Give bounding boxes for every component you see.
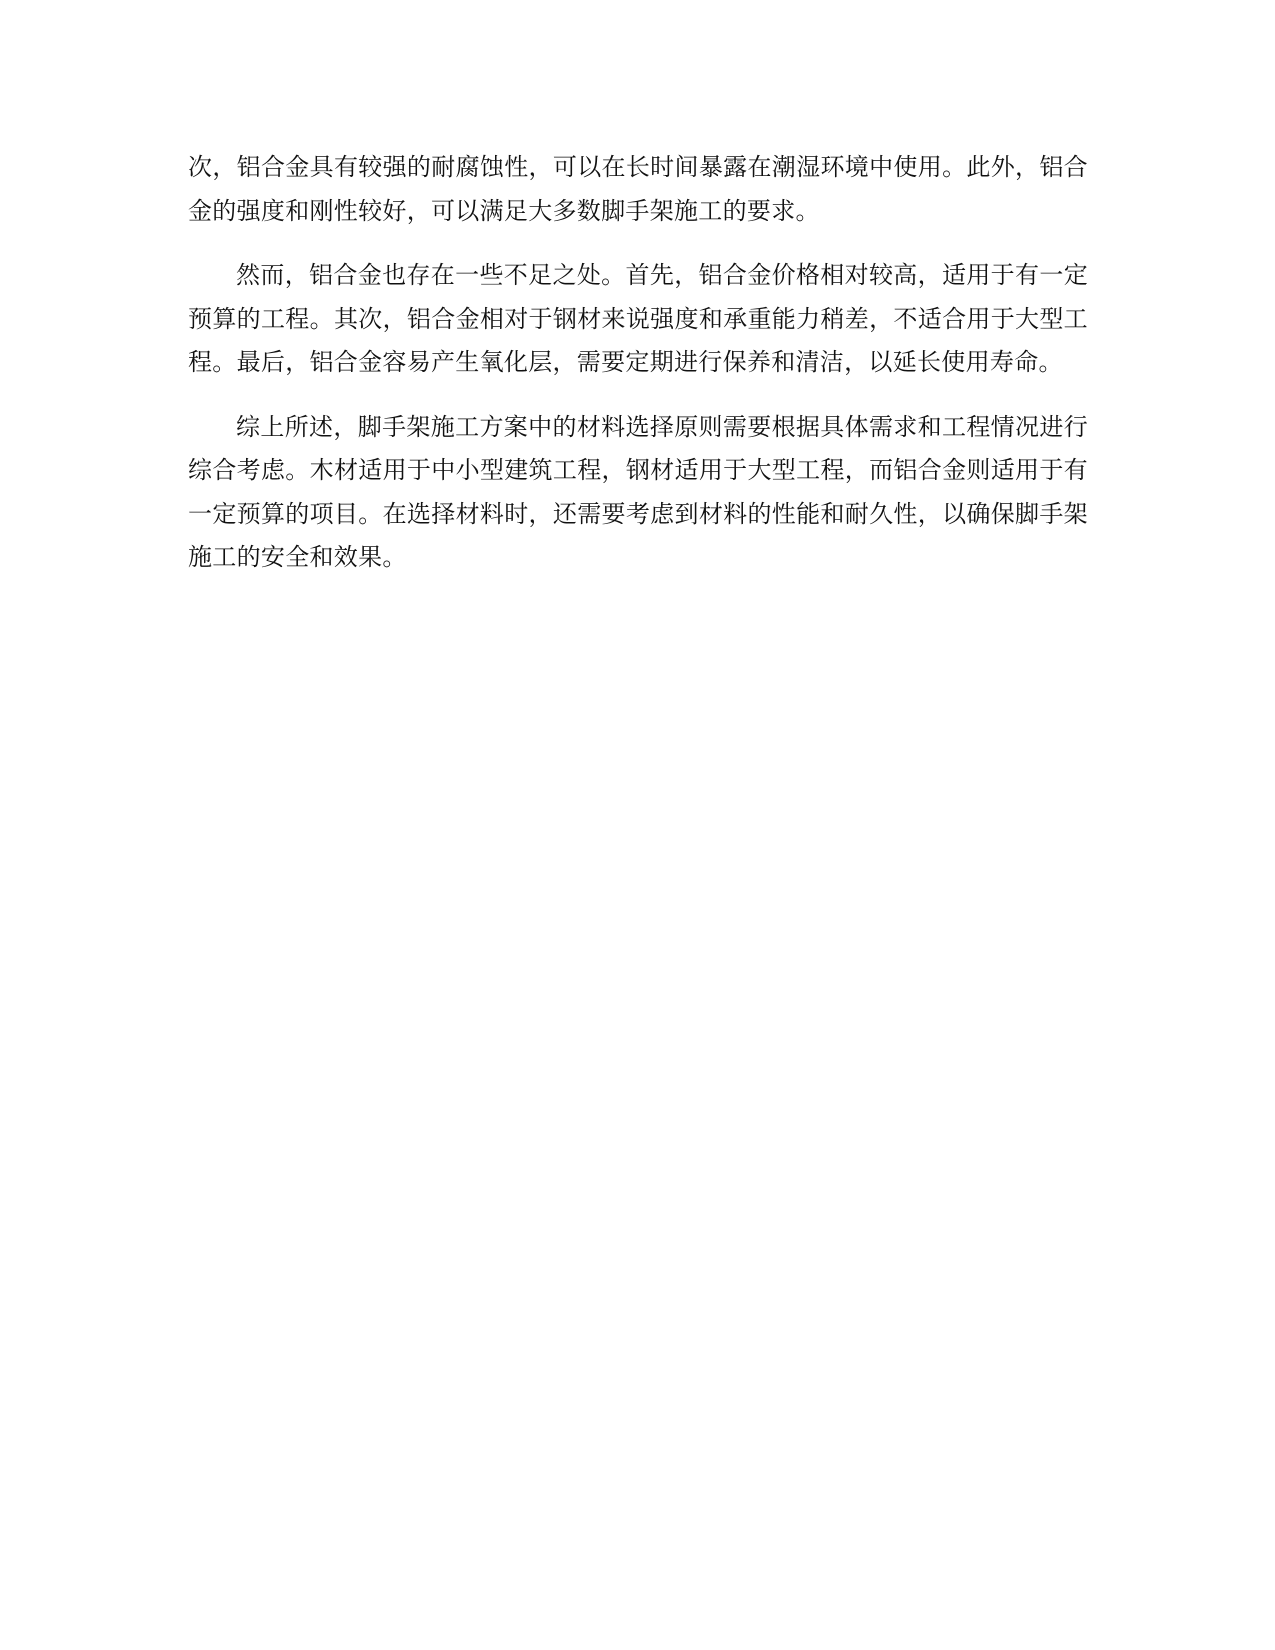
document-body xyxy=(188,146,1088,601)
paragraph-continuation: 次，铝合金具有较强的耐腐蚀性，可以在长时间暴露在潮湿环境中使用。此外，铝合金的强度和刚性较好，可以满足大多数脚手架施工的要求。 xyxy=(188,153,1088,225)
paragraph-summary: 综上所述，脚手架施工方案中的材料选择原则需要根据具体需求和工程情况进行综合考虑。木材适用于中小型建筑工程，钢材适用于大型工程，而铝合金则适用于有一定预算的项目。在选择材料时，还需要考虑到材料的性能和耐久性，以确保脚手架施工的安全和效果。 xyxy=(188,412,1088,571)
paragraph-aluminum-drawbacks: 然而，铝合金也存在一些不足之处。首先，铝合金价格相对较高，适用于有一定预算的工程。其次，铝合金相对于钢材来说强度和承重能力稍差，不适合用于大型工程。最后，铝合金容易产生氧化层，需要定期进行保养和清洁，以延长使用寿命。 xyxy=(188,261,1088,376)
